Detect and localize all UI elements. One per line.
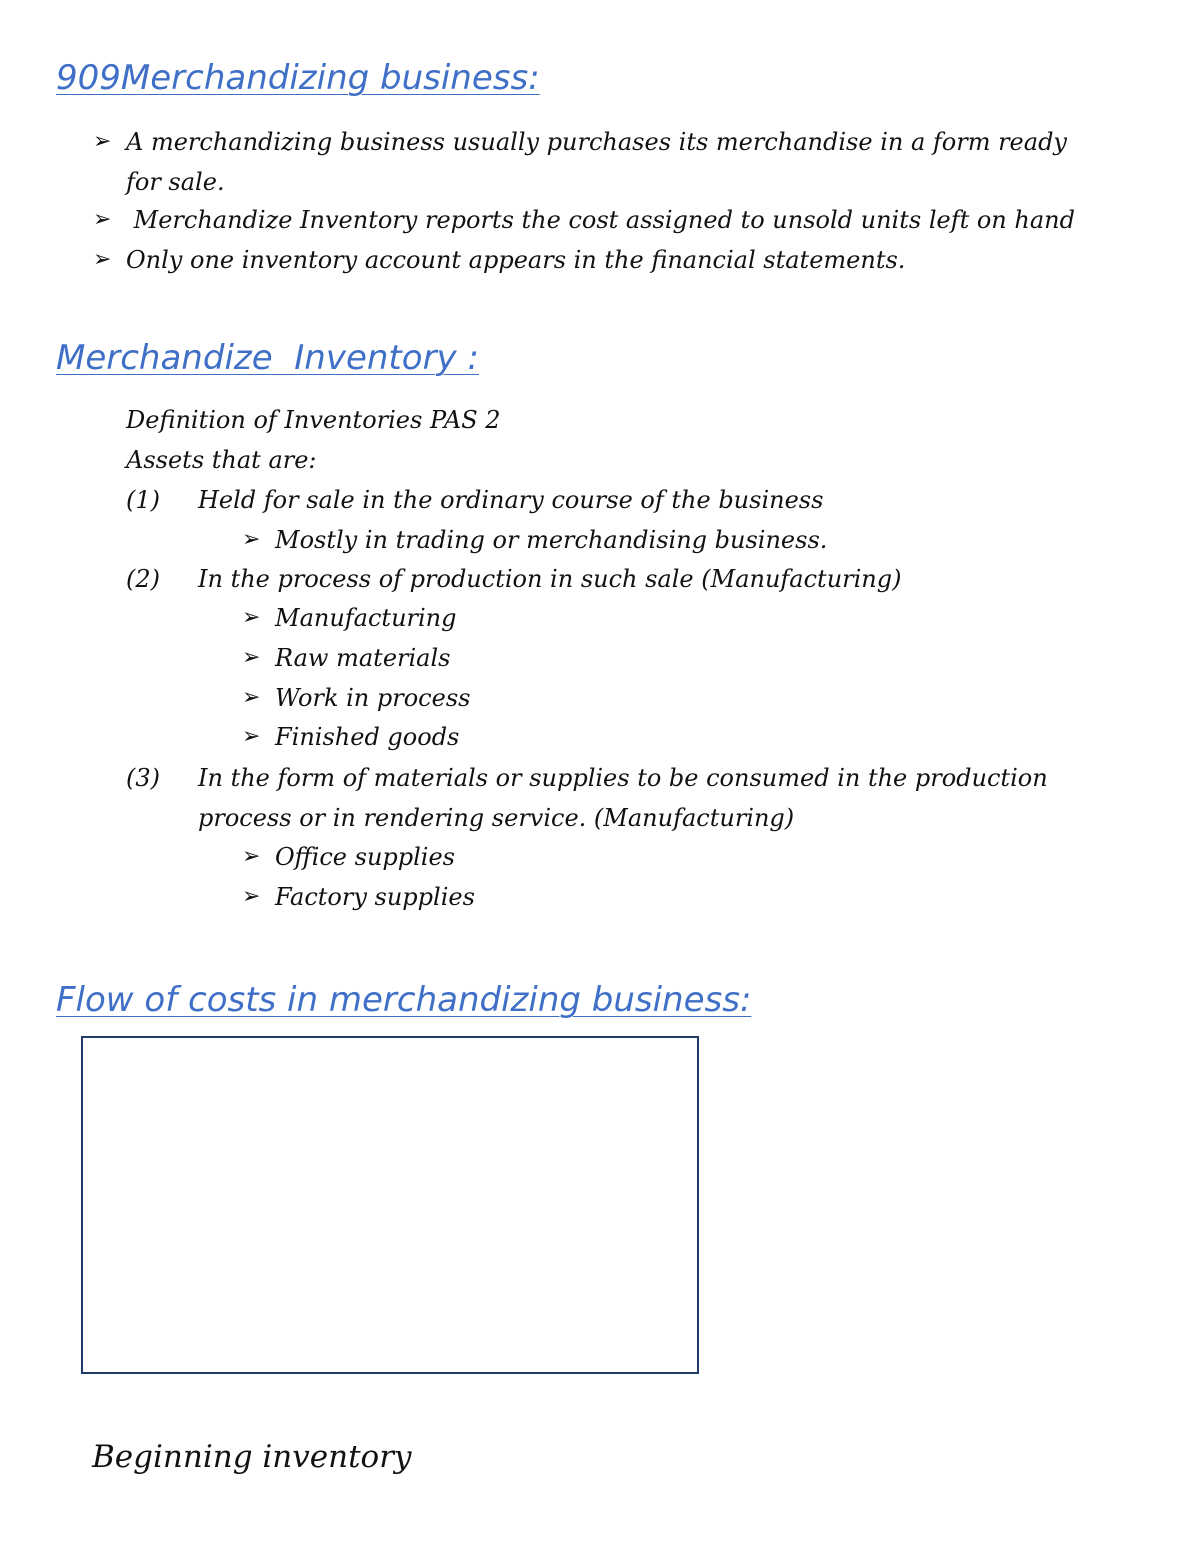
list-number: (3): [126, 764, 160, 792]
arrow-bullet-icon: ➢: [242, 844, 261, 869]
list-item-text: Held for sale in the ordinary course of the business: [198, 486, 824, 514]
sub-bullet-text: Mostly in trading or merchandising business.: [275, 526, 828, 554]
bullet-text-continued: for sale.: [126, 168, 225, 196]
sub-bullet-text: Work in process: [275, 684, 471, 712]
arrow-bullet-icon: ➢: [242, 724, 261, 749]
list-number: (1): [126, 486, 160, 514]
arrow-bullet-icon: ➢: [93, 207, 112, 232]
beginning-inventory-label: Beginning inventory: [92, 1439, 412, 1475]
arrow-bullet-icon: ➢: [93, 247, 112, 272]
arrow-bullet-icon: ➢: [242, 685, 261, 710]
arrow-bullet-icon: ➢: [242, 605, 261, 630]
section-heading-merchandize-inventory: Merchandize Inventory :: [56, 338, 479, 378]
list-item-text: In the form of materials or supplies to be consumed in the production: [198, 764, 1048, 792]
sub-bullet-text: Finished goods: [275, 723, 460, 751]
arrow-bullet-icon: ➢: [242, 527, 261, 552]
arrow-bullet-icon: ➢: [242, 645, 261, 670]
flow-diagram-box: [81, 1036, 699, 1374]
section-heading-flow-of-costs: Flow of costs in merchandizing business:: [56, 980, 752, 1020]
sub-bullet-text: Factory supplies: [275, 883, 475, 911]
sub-bullet-text: Manufacturing: [275, 604, 457, 632]
sub-bullet-text: Office supplies: [275, 843, 455, 871]
bullet-text: A merchandizing business usually purchases its merchandise in a form ready: [126, 128, 1067, 156]
arrow-bullet-icon: ➢: [93, 129, 112, 154]
list-number: (2): [126, 565, 160, 593]
section-heading-merchandizing-business: 909Merchandizing business:: [56, 58, 540, 98]
bullet-text: Only one inventory account appears in the financial statements.: [126, 246, 906, 274]
list-item-text-continued: process or in rendering service. (Manufacturing): [198, 804, 795, 832]
sub-bullet-text: Raw materials: [275, 644, 451, 672]
arrow-bullet-icon: ➢: [242, 884, 261, 909]
assets-intro: Assets that are:: [126, 446, 317, 474]
definition-title: Definition of Inventories PAS 2: [126, 406, 501, 434]
bullet-text: Merchandize Inventory reports the cost assigned to unsold units left on hand: [126, 206, 1075, 234]
list-item-text: In the process of production in such sale (Manufacturing): [198, 565, 902, 593]
